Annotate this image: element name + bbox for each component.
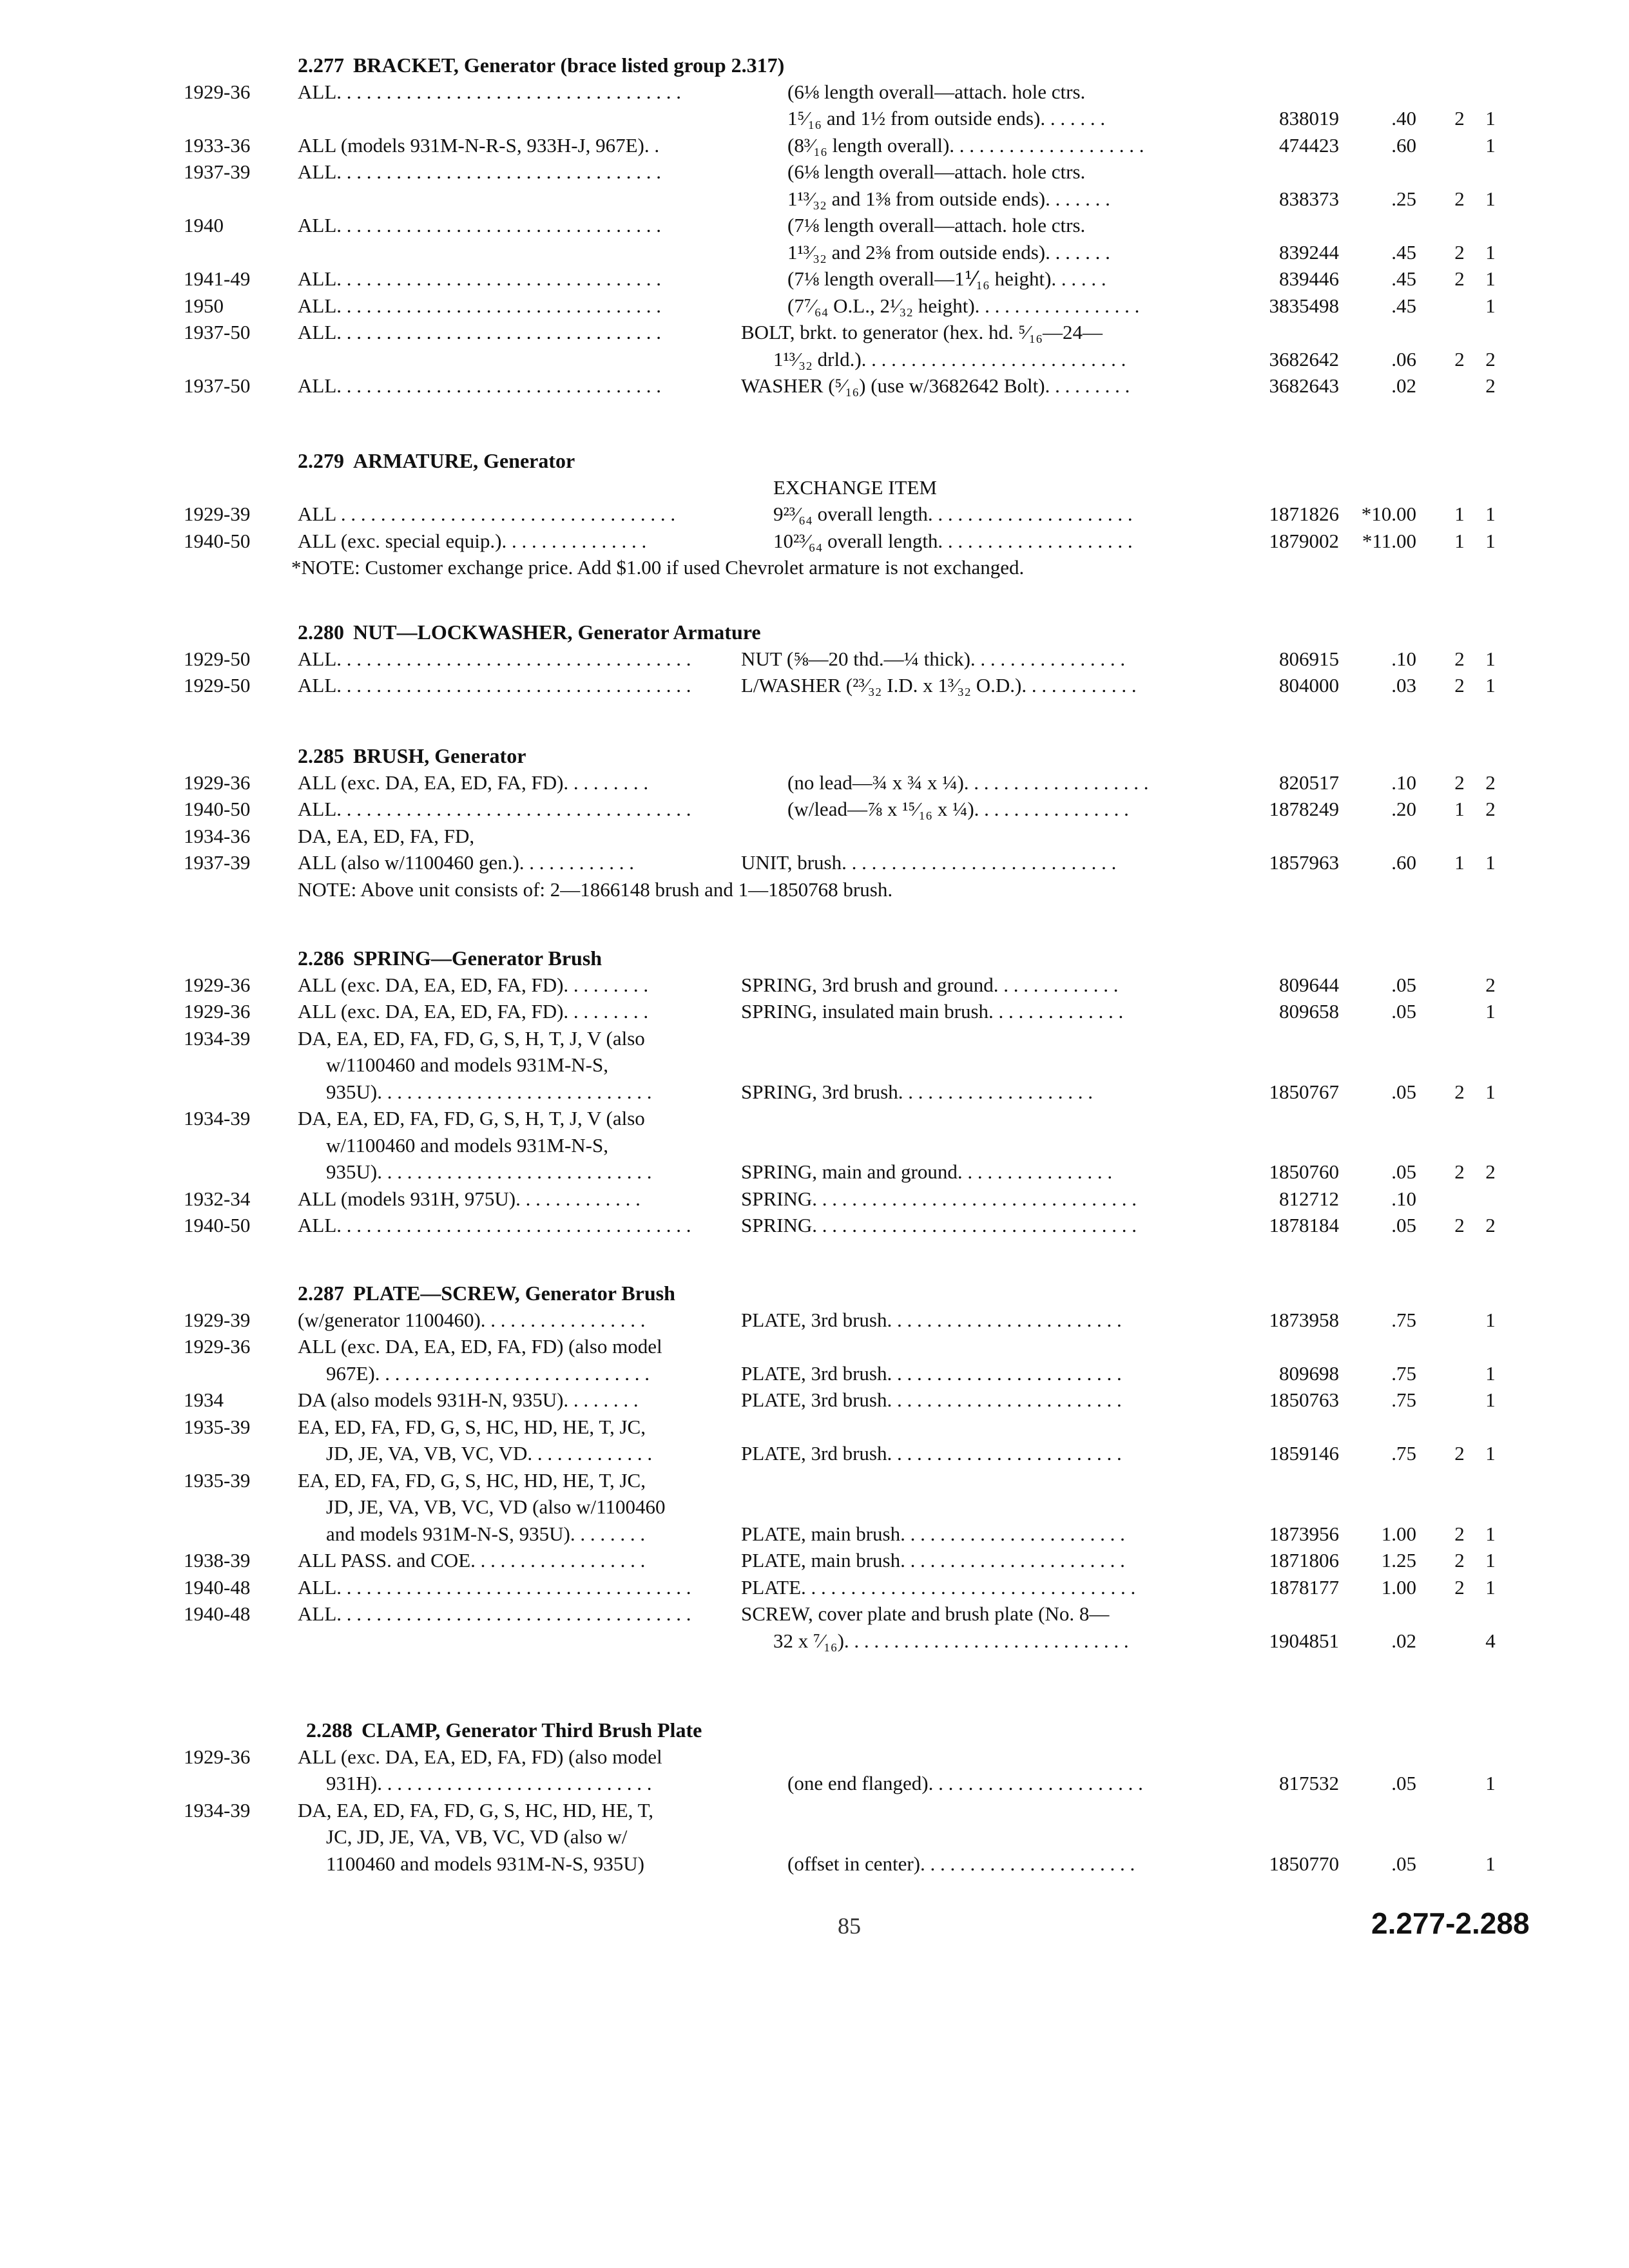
parts-row (0, 1360, 1629, 1387)
section-heading (298, 52, 784, 79)
quantity-per: 1 (1485, 1442, 1496, 1465)
section-heading (306, 1716, 702, 1744)
section-heading (298, 447, 575, 474)
model-year: 1950 (184, 294, 224, 317)
quantity-per: 1 (1485, 529, 1496, 552)
quantity-group: 2 (1454, 771, 1465, 794)
part-description: PLATE, 3rd brush. . . . . . . . . . . . . . . . . . . . . . . . (741, 1308, 1122, 1331)
quantity-per: 1 (1485, 1549, 1496, 1571)
model-year: 1929-36 (184, 1335, 251, 1358)
part-description: PLATE, 3rd brush. . . . . . . . . . . . . . . . . . . . . . . . (741, 1442, 1122, 1465)
model-application: ALL. . . . . . . . . . . . . . . . . . . . . . . . . . . . . . . . . . . . (298, 674, 691, 697)
part-description: (no lead—¾ x ¾ x ¼). . . . . . . . . . . . . . . . . . . (787, 771, 1149, 794)
model-application: ALL. . . . . . . . . . . . . . . . . . . . . . . . . . . . . . . . . (298, 267, 662, 290)
model-year: 1937-39 (184, 851, 251, 874)
model-application: EA, ED, FA, FD, G, S, HC, HD, HE, T, JC, (298, 1468, 646, 1492)
model-year: 1929-36 (184, 80, 251, 103)
parts-row (0, 1333, 1629, 1360)
parts-row (0, 239, 1629, 266)
parts-row (0, 1212, 1629, 1239)
part-description: SPRING, 3rd brush and ground. . . . . . . . . . . . . (741, 973, 1119, 996)
parts-row (0, 1079, 1629, 1106)
part-description: 1¹³⁄₃₂ drld.). . . . . . . . . . . . . . . . . . . . . . . . . . . (773, 347, 1126, 370)
part-number: 809698 (1279, 1361, 1339, 1385)
model-year: 1935-39 (184, 1468, 251, 1492)
quantity-group: 1 (1454, 529, 1465, 552)
quantity-per: 1 (1485, 187, 1496, 210)
part-number: 1857963 (1269, 851, 1339, 874)
part-number: 474423 (1279, 133, 1339, 157)
quantity-group: 2 (1454, 1160, 1465, 1183)
section-number: 2.280 (298, 620, 344, 644)
model-year: 1932-34 (184, 1187, 251, 1210)
model-application: w/1100460 and models 931M-N-S, (326, 1053, 608, 1076)
model-application: ALL. . . . . . . . . . . . . . . . . . . . . . . . . . . . . . . . . . . . (298, 1602, 691, 1625)
parts-row (0, 293, 1629, 320)
parts-row (0, 1628, 1629, 1655)
part-description: PLATE, 3rd brush. . . . . . . . . . . . . . . . . . . . . . . . (741, 1389, 1122, 1411)
parts-row (0, 1414, 1629, 1441)
list-price: *11.00 (1362, 529, 1416, 552)
list-price: .06 (1391, 347, 1416, 370)
parts-row (0, 1494, 1629, 1521)
list-price: .05 (1391, 1214, 1416, 1236)
model-application: ALL (exc. DA, EA, ED, FA, FD) (also model (298, 1745, 662, 1768)
quantity-group: 2 (1454, 1522, 1465, 1545)
quantity-per: 1 (1485, 1080, 1496, 1103)
quantity-group: 1 (1454, 503, 1465, 525)
quantity-group: 2 (1454, 674, 1465, 697)
model-application: ALL PASS. and COE. . . . . . . . . . . . . . . . . . (298, 1549, 646, 1571)
quantity-per: 1 (1485, 1361, 1496, 1385)
list-price: .05 (1391, 973, 1416, 996)
quantity-group: 1 (1454, 851, 1465, 874)
section-heading (298, 945, 602, 972)
model-application: ALL (exc. special equip.). . . . . . . . . . . . . . . (298, 529, 647, 552)
parts-row (0, 849, 1629, 876)
part-description: EXCHANGE ITEM (773, 476, 937, 499)
model-application: JD, JE, VA, VB, VC, VD. . . . . . . . . . . . . (326, 1442, 653, 1465)
parts-row (0, 1850, 1629, 1878)
parts-row (0, 1387, 1629, 1414)
part-number: 1850767 (1269, 1080, 1339, 1103)
list-price: 1.25 (1381, 1549, 1416, 1571)
model-year: 1934-39 (184, 1107, 251, 1129)
parts-row (0, 1574, 1629, 1601)
part-number: 804000 (1279, 674, 1339, 697)
parts-row (0, 646, 1629, 673)
model-application: ALL (models 931M-N-R-S, 933H-J, 967E). . (298, 133, 660, 157)
model-year: 1934-39 (184, 1026, 251, 1050)
quantity-group: 1 (1454, 798, 1465, 820)
part-number: 817532 (1279, 1772, 1339, 1794)
parts-row (0, 186, 1629, 213)
list-price: .75 (1391, 1308, 1416, 1331)
quantity-group: 2 (1454, 187, 1465, 210)
part-description: SPRING, 3rd brush. . . . . . . . . . . . . . . . . . . . (741, 1080, 1093, 1103)
section-number: 2.288 (306, 1718, 352, 1742)
quantity-per: 1 (1485, 1000, 1496, 1023)
model-year: 1929-36 (184, 973, 251, 996)
part-description: (6⅛ length overall—attach. hole ctrs. (787, 160, 1086, 183)
quantity-per: 1 (1485, 107, 1496, 130)
part-description: SPRING. . . . . . . . . . . . . . . . . . . . . . . . . . . . . . . . . (741, 1214, 1137, 1236)
model-year: 1929-50 (184, 647, 251, 670)
section-title: SPRING—Generator Brush (353, 947, 602, 970)
parts-row (0, 672, 1629, 699)
quantity-per: 1 (1485, 294, 1496, 317)
model-application: DA, EA, ED, FA, FD, (298, 824, 475, 847)
part-description: 32 x ⁷⁄₁₆). . . . . . . . . . . . . . . . . . . . . . . . . . . . . (773, 1629, 1129, 1652)
part-number: 3682643 (1269, 374, 1339, 397)
quantity-group: 2 (1454, 267, 1465, 290)
part-number: 812712 (1279, 1187, 1339, 1210)
section-number: 2.286 (298, 947, 344, 970)
parts-row (0, 1467, 1629, 1494)
parts-row (0, 1547, 1629, 1574)
list-price: .02 (1391, 1629, 1416, 1652)
parts-row (0, 1521, 1629, 1548)
parts-row (0, 372, 1629, 399)
model-year: 1929-36 (184, 1000, 251, 1023)
parts-row (0, 1823, 1629, 1850)
quantity-per: 1 (1485, 267, 1496, 290)
part-description: PLATE, 3rd brush. . . . . . . . . . . . . . . . . . . . . . . . (741, 1361, 1122, 1385)
model-application: ALL (exc. DA, EA, ED, FA, FD). . . . . . . . . (298, 973, 649, 996)
model-application: 931H). . . . . . . . . . . . . . . . . . . . . . . . . . . . (326, 1772, 652, 1794)
part-description: 1⁵⁄₁₆ and 1½ from outside ends). . . . . . . (787, 107, 1106, 130)
model-year: 1937-50 (184, 374, 251, 397)
section-title: BRACKET, Generator (brace listed group 2.317) (353, 53, 785, 77)
parts-row (0, 105, 1629, 132)
quantity-group: 2 (1454, 1549, 1465, 1571)
model-application: ALL. . . . . . . . . . . . . . . . . . . . . . . . . . . . . . . . . . . . (298, 798, 691, 820)
parts-row (0, 1052, 1629, 1079)
part-description: (offset in center). . . . . . . . . . . . . . . . . . . . . . (787, 1852, 1135, 1875)
part-number: 1873958 (1269, 1308, 1339, 1331)
quantity-group: 2 (1454, 647, 1465, 670)
quantity-per: 1 (1485, 851, 1496, 874)
part-number: 839446 (1279, 267, 1339, 290)
section-title: ARMATURE, Generator (353, 449, 575, 472)
list-price: .75 (1391, 1442, 1416, 1465)
part-number: 1859146 (1269, 1442, 1339, 1465)
part-description: PLATE, main brush. . . . . . . . . . . . . . . . . . . . . . . (741, 1549, 1125, 1571)
parts-row (0, 769, 1629, 796)
section-title: BRUSH, Generator (353, 744, 526, 767)
quantity-per: 2 (1485, 374, 1496, 397)
part-description: 9²³⁄₆₄ overall length. . . . . . . . . . . . . . . . . . . . . (773, 503, 1133, 525)
model-application: 935U). . . . . . . . . . . . . . . . . . . . . . . . . . . . (326, 1080, 652, 1103)
parts-row (0, 1025, 1629, 1052)
part-description: (one end flanged). . . . . . . . . . . . . . . . . . . . . . (787, 1772, 1143, 1794)
model-application: 967E). . . . . . . . . . . . . . . . . . . . . . . . . . . . (326, 1361, 650, 1385)
quantity-per: 2 (1485, 798, 1496, 820)
model-application: DA (also models 931H-N, 935U). . . . . . . . (298, 1389, 639, 1411)
quantity-per: 1 (1485, 647, 1496, 670)
list-price: .75 (1391, 1361, 1416, 1385)
model-year: 1934 (184, 1389, 224, 1411)
model-application: ALL. . . . . . . . . . . . . . . . . . . . . . . . . . . . . . . . . (298, 214, 662, 236)
model-application: ALL. . . . . . . . . . . . . . . . . . . . . . . . . . . . . . . . . (298, 321, 662, 343)
model-year: 1929-50 (184, 674, 251, 697)
quantity-per: 1 (1485, 1308, 1496, 1331)
part-description: (7⅛ length overall—1⅟₁₆ height). . . . . . (787, 267, 1106, 290)
list-price: .10 (1391, 647, 1416, 670)
section-heading (298, 742, 526, 769)
parts-row (0, 1797, 1629, 1824)
quantity-per: 1 (1485, 1522, 1496, 1545)
part-number: 839244 (1279, 240, 1339, 264)
model-application: DA, EA, ED, FA, FD, G, S, HC, HD, HE, T, (298, 1798, 653, 1821)
part-description: (w/lead—⅞ x ¹⁵⁄₁₆ x ¼). . . . . . . . . . . . . . . . (787, 798, 1129, 820)
list-price: .75 (1391, 1389, 1416, 1411)
parts-row (0, 265, 1629, 293)
section-range: 2.277-2.288 (1371, 1907, 1530, 1940)
quantity-per: 4 (1485, 1629, 1496, 1652)
quantity-group: 2 (1454, 1575, 1465, 1599)
quantity-group: 2 (1454, 1080, 1465, 1103)
parts-row (0, 319, 1629, 346)
part-number: 1871826 (1269, 503, 1339, 525)
model-year: 1929-36 (184, 771, 251, 794)
quantity-per: 1 (1485, 133, 1496, 157)
part-number: 820517 (1279, 771, 1339, 794)
quantity-per: 1 (1485, 1575, 1496, 1599)
model-application: JC, JD, JE, VA, VB, VC, VD (also w/ (326, 1825, 628, 1848)
parts-row (0, 1744, 1629, 1771)
quantity-per: 1 (1485, 1772, 1496, 1794)
quantity-per: 1 (1485, 1389, 1496, 1411)
list-price: .05 (1391, 1852, 1416, 1875)
page-number: 85 (838, 1913, 861, 1939)
parts-row (0, 474, 1629, 501)
model-application: ALL. . . . . . . . . . . . . . . . . . . . . . . . . . . . . . . . . . . . (298, 1575, 691, 1599)
parts-row (0, 1105, 1629, 1132)
quantity-per: 2 (1485, 347, 1496, 370)
part-description: SCREW, cover plate and brush plate (No. 8— (741, 1602, 1110, 1625)
list-price: .25 (1391, 187, 1416, 210)
part-number: 3682642 (1269, 347, 1339, 370)
model-year: 1940 (184, 214, 224, 236)
parts-row (0, 1132, 1629, 1159)
list-price: .20 (1391, 798, 1416, 820)
quantity-per: 1 (1485, 674, 1496, 697)
part-description: SPRING, main and ground. . . . . . . . . . . . . . . . (741, 1160, 1113, 1183)
part-description: (8³⁄₁₆ length overall). . . . . . . . . . . . . . . . . . . . (787, 133, 1144, 157)
model-year: 1933-36 (184, 133, 251, 157)
section-number: 2.277 (298, 53, 344, 77)
model-year: 1935-39 (184, 1415, 251, 1438)
quantity-group: 2 (1454, 1442, 1465, 1465)
parts-row (0, 1770, 1629, 1797)
section-note: NOTE: Above unit consists of: 2—1866148 brush and 1—1850768 brush. (298, 878, 893, 901)
list-price: 1.00 (1381, 1575, 1416, 1599)
model-application: ALL (exc. DA, EA, ED, FA, FD). . . . . . . . . (298, 771, 649, 794)
part-description: BOLT, brkt. to generator (hex. hd. ⁵⁄₁₆—24— (741, 321, 1103, 343)
list-price: .03 (1391, 674, 1416, 697)
quantity-group: 2 (1454, 1214, 1465, 1236)
list-price: .05 (1391, 1080, 1416, 1103)
quantity-per: 1 (1485, 1852, 1496, 1875)
list-price: .10 (1391, 771, 1416, 794)
parts-row (0, 1440, 1629, 1467)
quantity-group: 2 (1454, 240, 1465, 264)
part-number: 809644 (1279, 973, 1339, 996)
model-year: 1938-39 (184, 1549, 251, 1571)
parts-row (0, 501, 1629, 528)
list-price: .05 (1391, 1772, 1416, 1794)
part-number: 1878249 (1269, 798, 1339, 820)
model-application: 1100460 and models 931M-N-S, 935U) (326, 1852, 644, 1875)
parts-row (0, 1158, 1629, 1186)
part-number: 1873956 (1269, 1522, 1339, 1545)
list-price: .45 (1391, 294, 1416, 317)
part-number: 838373 (1279, 187, 1339, 210)
parts-row (0, 796, 1629, 823)
part-description: SPRING. . . . . . . . . . . . . . . . . . . . . . . . . . . . . . . . . (741, 1187, 1137, 1210)
parts-row (0, 1600, 1629, 1628)
part-description: PLATE, main brush. . . . . . . . . . . . . . . . . . . . . . . (741, 1522, 1125, 1545)
model-year: 1940-50 (184, 529, 251, 552)
list-price: .45 (1391, 240, 1416, 264)
part-description: (7⅛ length overall—attach. hole ctrs. (787, 214, 1086, 236)
part-number: 1878177 (1269, 1575, 1339, 1599)
section-title: NUT—LOCKWASHER, Generator Armature (353, 620, 761, 644)
parts-row (0, 1307, 1629, 1334)
list-price: .02 (1391, 374, 1416, 397)
parts-row (0, 554, 1629, 581)
model-application: ALL (also w/1100460 gen.). . . . . . . . . . . . (298, 851, 635, 874)
section-number: 2.287 (298, 1282, 344, 1305)
model-year: 1940-48 (184, 1602, 251, 1625)
model-year: 1937-39 (184, 160, 251, 183)
parts-row (0, 876, 1629, 903)
model-application: ALL. . . . . . . . . . . . . . . . . . . . . . . . . . . . . . . . . (298, 374, 662, 397)
list-price: 1.00 (1381, 1522, 1416, 1545)
model-application: ALL. . . . . . . . . . . . . . . . . . . . . . . . . . . . . . . . . (298, 160, 662, 183)
part-number: 1850760 (1269, 1160, 1339, 1183)
part-number: 1878184 (1269, 1214, 1339, 1236)
section-note: *NOTE: Customer exchange price. Add $1.00 if used Chevrolet armature is not exchanged. (291, 556, 1025, 579)
list-price: .40 (1391, 107, 1416, 130)
parts-row (0, 998, 1629, 1025)
section-number: 2.279 (298, 449, 344, 472)
model-application: ALL. . . . . . . . . . . . . . . . . . . . . . . . . . . . . . . . . (298, 294, 662, 317)
part-description: WASHER (⁵⁄₁₆) (use w/3682642 Bolt). . . . . . . . . (741, 374, 1130, 397)
list-price: .10 (1391, 1187, 1416, 1210)
model-year: 1929-36 (184, 1745, 251, 1768)
part-number: 1850770 (1269, 1852, 1339, 1875)
parts-row (0, 972, 1629, 999)
part-number: 1850763 (1269, 1389, 1339, 1411)
parts-row (0, 159, 1629, 186)
model-year: 1940-50 (184, 1214, 251, 1236)
section-title: PLATE—SCREW, Generator Brush (353, 1282, 675, 1305)
part-number: 806915 (1279, 647, 1339, 670)
section-title: CLAMP, Generator Third Brush Plate (361, 1718, 702, 1742)
model-year: 1940-50 (184, 798, 251, 820)
model-year: 1929-39 (184, 503, 251, 525)
model-year: 1929-39 (184, 1308, 251, 1331)
part-description: NUT (⅝—20 thd.—¼ thick). . . . . . . . . . . . . . . . (741, 647, 1126, 670)
model-application: (w/generator 1100460). . . . . . . . . . . . . . . . . (298, 1308, 646, 1331)
model-application: ALL . . . . . . . . . . . . . . . . . . . . . . . . . . . . . . . . . . (298, 503, 676, 525)
model-application: ALL (exc. DA, EA, ED, FA, FD). . . . . . . . . (298, 1000, 649, 1023)
parts-row (0, 212, 1629, 239)
part-number: 3835498 (1269, 294, 1339, 317)
parts-row (0, 132, 1629, 159)
model-application: EA, ED, FA, FD, G, S, HC, HD, HE, T, JC, (298, 1415, 646, 1438)
quantity-group: 2 (1454, 107, 1465, 130)
model-application: ALL (exc. DA, EA, ED, FA, FD) (also model (298, 1335, 662, 1358)
quantity-per: 1 (1485, 240, 1496, 264)
part-description: 10²³⁄₆₄ overall length. . . . . . . . . . . . . . . . . . . . (773, 529, 1133, 552)
list-price: .05 (1391, 1000, 1416, 1023)
quantity-per: 1 (1485, 503, 1496, 525)
parts-row (0, 1186, 1629, 1213)
part-number: 1871806 (1269, 1549, 1339, 1571)
part-number: 1879002 (1269, 529, 1339, 552)
parts-row (0, 79, 1629, 106)
model-application: DA, EA, ED, FA, FD, G, S, H, T, J, V (also (298, 1107, 645, 1129)
part-description: SPRING, insulated main brush. . . . . . . . . . . . . . (741, 1000, 1124, 1023)
model-year: 1941-49 (184, 267, 251, 290)
parts-row (0, 528, 1629, 555)
part-description: PLATE. . . . . . . . . . . . . . . . . . . . . . . . . . . . . . . . . . (741, 1575, 1136, 1599)
section-heading (298, 1280, 675, 1307)
model-year: 1937-50 (184, 321, 251, 343)
model-application: and models 931M-N-S, 935U). . . . . . . . (326, 1522, 646, 1545)
section-heading (298, 619, 761, 646)
model-application: w/1100460 and models 931M-N-S, (326, 1133, 608, 1157)
model-application: JD, JE, VA, VB, VC, VD (also w/1100460 (326, 1495, 666, 1518)
parts-row (0, 346, 1629, 373)
section-number: 2.285 (298, 744, 344, 767)
quantity-group: 2 (1454, 347, 1465, 370)
model-application: ALL. . . . . . . . . . . . . . . . . . . . . . . . . . . . . . . . . . . . (298, 647, 691, 670)
part-description: L/WASHER (²³⁄₃₂ I.D. x 1³⁄₃₂ O.D.). . . . . . . . . . . . (741, 674, 1137, 697)
part-number: 809658 (1279, 1000, 1339, 1023)
part-number: 1904851 (1269, 1629, 1339, 1652)
model-application: ALL. . . . . . . . . . . . . . . . . . . . . . . . . . . . . . . . . . . (298, 80, 682, 103)
part-number: 838019 (1279, 107, 1339, 130)
model-application: ALL. . . . . . . . . . . . . . . . . . . . . . . . . . . . . . . . . . . . (298, 1214, 691, 1236)
quantity-per: 2 (1485, 771, 1496, 794)
quantity-per: 2 (1485, 973, 1496, 996)
part-description: 1¹³⁄₃₂ and 2⅜ from outside ends). . . . . . . (787, 240, 1110, 264)
quantity-per: 2 (1485, 1214, 1496, 1236)
model-application: 935U). . . . . . . . . . . . . . . . . . . . . . . . . . . . (326, 1160, 652, 1183)
model-year: 1934-36 (184, 824, 251, 847)
model-application: DA, EA, ED, FA, FD, G, S, H, T, J, V (also (298, 1026, 645, 1050)
list-price: .05 (1391, 1160, 1416, 1183)
model-application: ALL (models 931H, 975U). . . . . . . . . . . . . (298, 1187, 641, 1210)
list-price: *10.00 (1361, 503, 1416, 525)
model-year: 1940-48 (184, 1575, 251, 1599)
quantity-per: 2 (1485, 1160, 1496, 1183)
part-description: 1¹³⁄₃₂ and 1⅜ from outside ends). . . . . . . (787, 187, 1110, 210)
part-description: UNIT, brush. . . . . . . . . . . . . . . . . . . . . . . . . . . . (741, 851, 1117, 874)
list-price: .60 (1391, 851, 1416, 874)
parts-row (0, 823, 1629, 850)
list-price: .45 (1391, 267, 1416, 290)
part-description: (6⅛ length overall—attach. hole ctrs. (787, 80, 1086, 103)
model-year: 1934-39 (184, 1798, 251, 1821)
part-description: (7⁷⁄₆₄ O.L., 2¹⁄₃₂ height). . . . . . . . . . . . . . . . . (787, 294, 1140, 317)
list-price: .60 (1391, 133, 1416, 157)
